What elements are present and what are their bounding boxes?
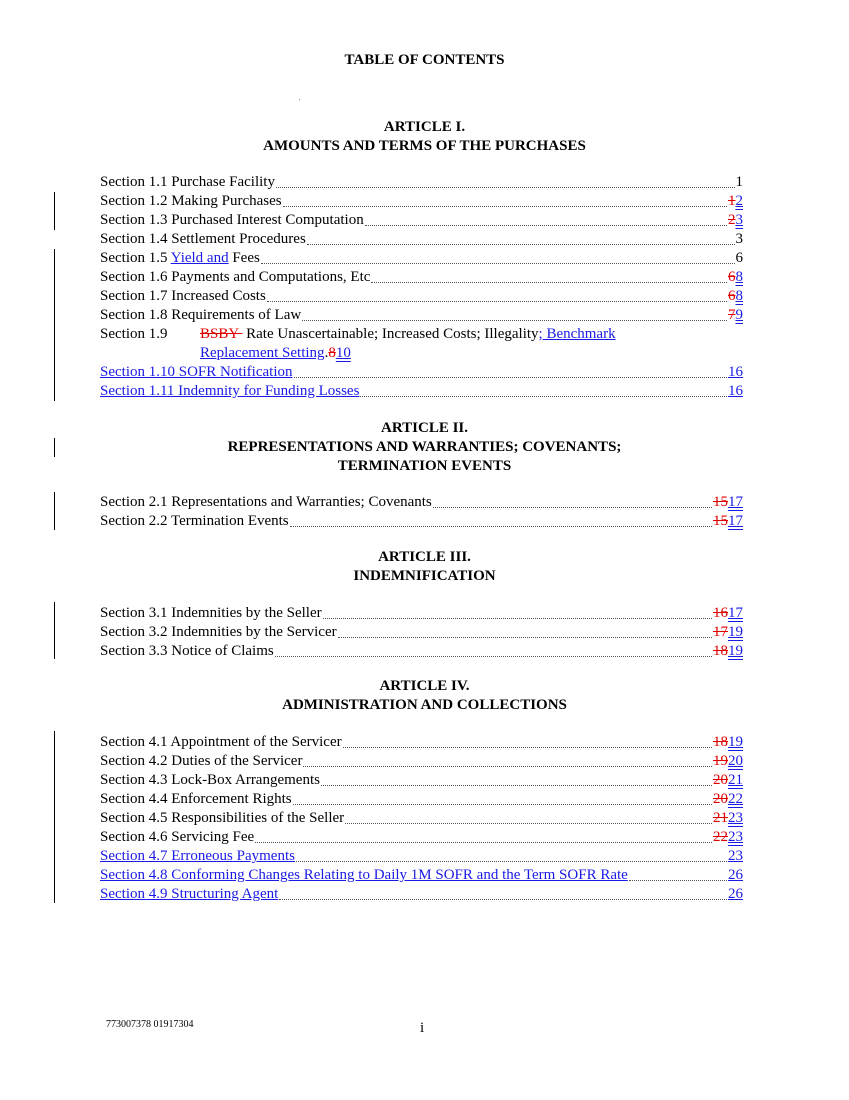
deleted-text: BSBY <box>200 326 243 342</box>
dot-leader <box>343 746 712 748</box>
deleted-page: 22 <box>713 829 728 845</box>
inserted-page: 22 <box>728 791 743 807</box>
article-3-number: ARTICLE III. <box>378 549 471 565</box>
deleted-page: 15 <box>713 494 728 510</box>
deleted-page: 15 <box>713 513 728 529</box>
deleted-page: 20 <box>713 772 728 788</box>
entry-label: Section 2.2 Termination Events <box>100 513 289 529</box>
page-number <box>713 733 743 752</box>
entry-label: Section 4.9 Structuring Agent <box>100 886 279 902</box>
deleted-page: 8 <box>328 345 336 361</box>
toc-entry-3-2[interactable] <box>100 623 743 642</box>
toc-entry-1-6[interactable] <box>100 268 743 287</box>
entry-label: Section 1.1 Purchase Facility <box>100 174 275 190</box>
page-number <box>713 623 743 642</box>
dot-leader <box>433 506 712 508</box>
toc-entry-4-2[interactable] <box>100 752 743 771</box>
page-number <box>713 493 743 512</box>
dot-leader <box>279 898 727 900</box>
article-3-entries <box>100 604 743 661</box>
entry-label: Section 1.8 Requirements of Law <box>100 307 302 323</box>
toc-entry-3-1[interactable] <box>100 604 743 623</box>
dot-leader <box>371 281 727 283</box>
article-4-title: ADMINISTRATION AND COLLECTIONS <box>282 697 567 713</box>
article-1-title: AMOUNTS AND TERMS OF THE PURCHASES <box>263 138 586 154</box>
dot-leader <box>267 300 727 302</box>
inserted-page: 3 <box>735 212 743 228</box>
entry-label: Section 4.3 Lock-Box Arrangements <box>100 772 320 788</box>
inserted-page: 17 <box>728 513 743 529</box>
dot-leader <box>629 879 727 881</box>
toc-entry-1-3[interactable] <box>100 211 743 230</box>
deleted-page: 21 <box>713 810 728 826</box>
entry-label: Section 1.10 SOFR Notification <box>100 364 293 380</box>
inserted-page: 20 <box>728 753 743 769</box>
change-bar <box>54 492 55 530</box>
toc-entry-1-11[interactable] <box>100 382 743 401</box>
deleted-page: 7 <box>728 307 736 323</box>
toc-entry-4-3[interactable] <box>100 771 743 790</box>
article-4-number: ARTICLE IV. <box>379 678 470 694</box>
page-number <box>728 306 743 325</box>
dot-leader <box>275 655 712 657</box>
inserted-page: 19 <box>728 643 743 659</box>
dot-leader <box>302 319 727 321</box>
toc-entry-1-4[interactable] <box>100 230 743 249</box>
deleted-page: 6 <box>728 269 736 285</box>
dot-leader <box>296 860 727 862</box>
page-number: 16 <box>728 383 743 399</box>
article-1-heading <box>0 118 849 156</box>
entry-prefix: Section 1.5 <box>100 250 171 266</box>
deleted-page: 18 <box>713 734 728 750</box>
deleted-page: 2 <box>728 212 736 228</box>
page-number <box>713 752 743 771</box>
entry-label <box>100 249 260 268</box>
page-number: 3 <box>735 231 743 247</box>
page-number <box>728 192 743 211</box>
article-4-heading <box>0 677 849 715</box>
inserted-page: 23 <box>728 810 743 826</box>
page-number: 26 <box>728 886 743 902</box>
toc-entry-1-2[interactable] <box>100 192 743 211</box>
toc-entry-4-9[interactable] <box>100 885 743 904</box>
inserted-page: 8 <box>735 288 743 304</box>
change-bar <box>54 731 55 903</box>
page-number: 26 <box>728 867 743 883</box>
toc-entry-1-5[interactable] <box>100 249 743 268</box>
deleted-page: 6 <box>728 288 736 304</box>
toc-entry-1-8[interactable] <box>100 306 743 325</box>
inserted-page: 17 <box>728 494 743 510</box>
page-number <box>713 771 743 790</box>
page-number <box>728 268 743 287</box>
dot-leader <box>293 803 712 805</box>
dot-leader <box>321 784 712 786</box>
toc-entry-4-4[interactable] <box>100 790 743 809</box>
toc-entry-1-9[interactable] <box>100 325 743 363</box>
stray-dot <box>299 99 300 100</box>
deleted-page: 19 <box>713 753 728 769</box>
inserted-page: 10 <box>335 345 351 361</box>
entry-label: Section 4.2 Duties of the Servicer <box>100 753 303 769</box>
entry-text: Rate Unascertainable; Increased Costs; Illegality <box>242 326 539 342</box>
toc-entry-4-6[interactable] <box>100 828 743 847</box>
toc-entry-4-1[interactable] <box>100 733 743 752</box>
dot-leader <box>345 822 712 824</box>
entry-label: Section 4.5 Responsibilities of the Seller <box>100 810 345 826</box>
toc-entry-4-7[interactable] <box>100 847 743 866</box>
page-number <box>713 604 743 623</box>
dot-leader <box>290 525 712 527</box>
article-1-entries <box>100 173 743 401</box>
entry-label: Section 3.1 Indemnities by the Seller <box>100 605 322 621</box>
page-number: 23 <box>728 848 743 864</box>
dot-leader <box>294 376 728 378</box>
page-number: 1 <box>735 174 743 190</box>
section-number: Section 1.9 <box>100 326 168 342</box>
document-id: 773007378 01917304 <box>106 1019 194 1030</box>
article-3-heading <box>0 548 849 586</box>
dot-leader <box>323 617 712 619</box>
change-bar <box>54 192 55 230</box>
inserted-page: 21 <box>728 772 743 788</box>
inserted-text: Yield and <box>170 250 229 266</box>
dot-leader <box>303 765 712 767</box>
inserted-page: 9 <box>735 307 743 323</box>
toc-entry-1-10[interactable] <box>100 363 743 382</box>
entry-label: Section 3.2 Indemnities by the Servicer <box>100 624 337 640</box>
dot-leader <box>365 224 727 226</box>
page-title: TABLE OF CONTENTS <box>344 52 505 68</box>
toc-entry-2-2[interactable] <box>100 512 743 531</box>
article-2-title-line-1: REPRESENTATIONS AND WARRANTIES; COVENANTS; <box>227 439 622 455</box>
inserted-text: Replacement Setting <box>200 345 325 361</box>
article-1-number: ARTICLE I. <box>383 119 466 135</box>
entry-label: Section 1.6 Payments and Computations, Etc <box>100 269 371 285</box>
entry-end: . <box>324 345 329 361</box>
entry-label: Section 4.6 Servicing Fee <box>100 829 255 845</box>
change-bar <box>54 249 55 401</box>
footer-page-number: i <box>420 1020 425 1036</box>
entry-label: Section 1.7 Increased Costs <box>100 288 266 304</box>
page-number <box>713 828 743 847</box>
inserted-page: 17 <box>728 605 743 621</box>
page-number <box>713 790 743 809</box>
article-2-title-line-2: TERMINATION EVENTS <box>337 458 512 474</box>
toc-entry-4-5[interactable] <box>100 809 743 828</box>
dot-leader <box>261 262 735 264</box>
change-bar <box>54 602 55 659</box>
inserted-page: 19 <box>728 624 743 640</box>
deleted-page: 20 <box>713 791 728 807</box>
entry-label: Section 1.2 Making Purchases <box>100 193 282 209</box>
article-3-title: INDEMNIFICATION <box>353 568 496 584</box>
dot-leader <box>338 636 712 638</box>
toc-entry-4-8[interactable] <box>100 866 743 885</box>
entry-suffix: Fees <box>228 250 260 266</box>
toc-entry-2-1[interactable] <box>100 493 743 512</box>
article-2-number: ARTICLE II. <box>381 420 468 436</box>
page-number <box>328 344 351 363</box>
entry-label: Section 2.1 Representations and Warranties; Covenants <box>100 494 432 510</box>
inserted-page: 8 <box>735 269 743 285</box>
entry-label: Section 3.3 Notice of Claims <box>100 643 274 659</box>
dot-leader <box>360 395 727 397</box>
article-4-entries <box>100 733 743 904</box>
entry-line-1 <box>100 325 743 344</box>
toc-entry-1-1[interactable] <box>100 173 743 192</box>
dot-leader <box>255 841 712 843</box>
inserted-page: 2 <box>735 193 743 209</box>
page-number <box>713 809 743 828</box>
inserted-page: 23 <box>728 829 743 845</box>
deleted-page: 1 <box>728 193 736 209</box>
article-2-heading <box>0 419 849 476</box>
toc-entry-1-7[interactable] <box>100 287 743 306</box>
page-number <box>713 642 743 661</box>
entry-label: Section 1.4 Settlement Procedures <box>100 231 306 247</box>
entry-label: Section 4.1 Appointment of the Servicer <box>100 734 342 750</box>
page-number <box>728 287 743 306</box>
dot-leader <box>283 205 727 207</box>
entry-label: Section 4.8 Conforming Changes Relating to Daily 1M SOFR and the Term SOFR Rate <box>100 867 628 883</box>
page-number <box>728 211 743 230</box>
entry-label: Section 1.3 Purchased Interest Computation <box>100 212 364 228</box>
entry-line-2 <box>100 344 743 363</box>
deleted-page: 18 <box>713 643 728 659</box>
page-number <box>713 512 743 531</box>
page-number: 6 <box>735 250 743 266</box>
inserted-text: ; Benchmark <box>538 326 616 342</box>
entry-label: Section 4.4 Enforcement Rights <box>100 791 292 807</box>
deleted-page: 17 <box>713 624 728 640</box>
dot-leader <box>307 243 735 245</box>
deleted-page: 16 <box>713 605 728 621</box>
entry-label: Section 1.11 Indemnity for Funding Losses <box>100 383 360 399</box>
article-2-entries <box>100 493 743 531</box>
page-number: 16 <box>728 364 743 380</box>
entry-label: Section 4.7 Erroneous Payments <box>100 848 295 864</box>
dot-leader <box>276 186 735 188</box>
toc-entry-3-3[interactable] <box>100 642 743 661</box>
inserted-page: 19 <box>728 734 743 750</box>
